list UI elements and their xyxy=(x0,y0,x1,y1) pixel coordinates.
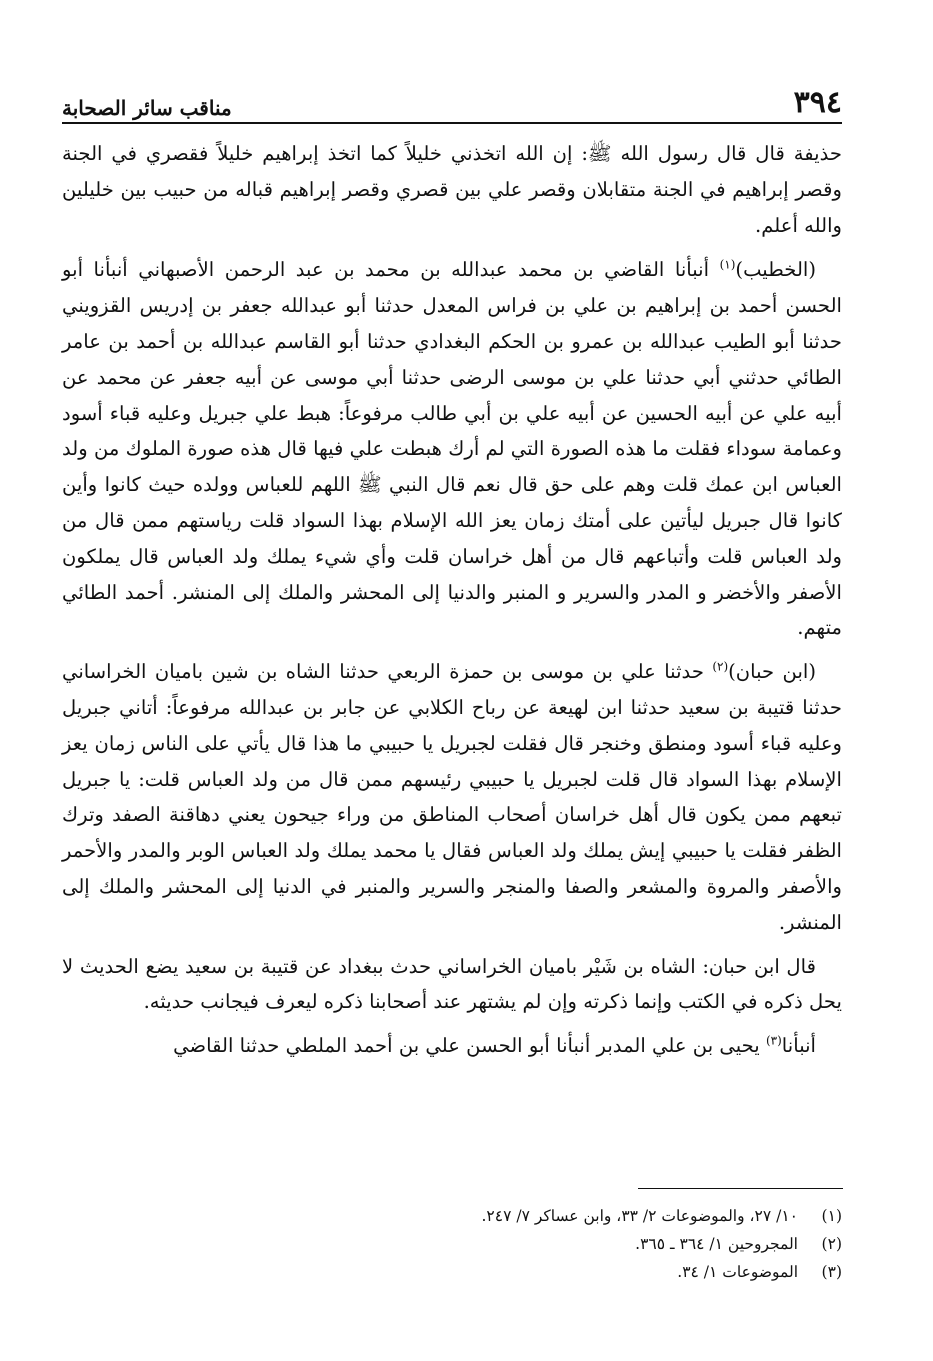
source-lead: (ابن حبان) xyxy=(728,660,816,684)
footnote-ref: (٣) xyxy=(765,1033,782,1048)
paragraph xyxy=(62,949,842,1021)
footnote-text: ١٠/ ٢٧، والموضوعات ٢/ ٣٣، وابن عساكر ٧/ ٢٤٧. xyxy=(481,1207,798,1225)
source-lead: أنبأنا xyxy=(781,1034,816,1058)
paragraph xyxy=(62,654,842,940)
footnote-divider xyxy=(638,1188,843,1189)
paragraph xyxy=(62,1028,842,1064)
footnotes xyxy=(62,1202,842,1286)
paragraph-text: أنبأنا القاضي بن محمد عبدالله بن محمد بن عبد الرحمن الأصبهاني أنبأنا أبو الحسن أحمد بن إبراهيم بن علي بن فراس المعدل حدثنا أبو عبدالله جعفر بن إدريس القزويني حدثنا أبو الطيب عبدالله بن عمرو بن الحكم البغدادي حدثنا أبو القاسم عبدالله بن أحمد بن عامر الطائي حدثني أبي حدثنا علي بن موسى الرضى حدثنا أبي موسى عن أبيه جعفر عن محمد عن أبيه علي عن أبيه الحسين عن أبيه علي بن أبي طالب مرفوعاً: هبط علي جبريل وعليه قباء أسود وعمامة سوداء فقلت ما هذه الصورة التي لم أرك هبطت علي فيها قال هذه صورة الملوك من ولد العباس ابن عمك قلت وهم على حق قال نعم قال النبي ﷺ اللهم للعباس وولده حيث كانوا وأين كانوا قال جبريل ليأتين على أمتك زمان يعز الله الإسلام بهذا السواد قلت رياستهم ممن قال من ولد العباس قلت وأتباعهم قال من أهل خراسان قلت وأي شيء يملك ولد العباس قال يملكون الأصفر والأخضر و المدر والسرير و المنبر والدنيا إلى المحشر والملك إلى المنشر. أحمد الطائي متهم. xyxy=(62,258,843,640)
footnote-number: (٢) xyxy=(821,1235,842,1253)
footnote-ref: (١) xyxy=(719,257,736,272)
body-text xyxy=(62,136,842,1072)
footnote xyxy=(62,1258,842,1286)
source-lead: (الخطيب) xyxy=(735,258,816,282)
footnote-text: الموضوعات ١/ ٣٤. xyxy=(677,1263,798,1281)
paragraph-text: قال ابن حبان: الشاه بن شَيْر باميان الخراساني حدث ببغداد عن قتيبة بن سعيد يضع الحديث لا يحل ذكره في الكتب وإنما ذكرته وإن لم يشتهر عند أصحابنا ذكره ليعرف فيجانب حديثه. xyxy=(62,954,842,1014)
footnote xyxy=(62,1230,842,1258)
footnote-number: (١) xyxy=(821,1207,842,1225)
paragraph-text: يحيى بن علي المدبر أنبأنا أبو الحسن علي بن أحمد الملطي حدثنا القاضي xyxy=(173,1034,766,1058)
paragraph xyxy=(62,252,842,646)
footnote-number: (٣) xyxy=(821,1263,842,1281)
running-title: مناقب سائر الصحابة xyxy=(62,96,232,120)
page-number: ٣٩٤ xyxy=(793,85,842,120)
footnote-ref: (٢) xyxy=(712,659,729,674)
paragraph-text: حذيفة قال قال رسول الله ﷺ: إن الله اتخذني خليلاً كما اتخذ إبراهيم خليلاً فقصري في الجنة وقصر إبراهيم في الجنة متقابلان وقصر علي بين قصري وقصر إبراهيم قباله من حبيب بين خليلين والله أعلم. xyxy=(62,142,842,237)
paragraph xyxy=(62,136,842,243)
paragraph-text: حدثنا علي بن موسى بن حمزة الربعي حدثنا الشاه بن شين باميان الخراساني حدثنا قتيبة بن سعيد حدثنا ابن لهيعة عن رباح الكلابي عن جابر بن عبدالله مرفوعاً: أتاني جبريل وعليه قباء أسود ومنطق وخنجر قال فقلت لجبريل يا حبيبي ما هذا قال يأتي على الناس زمان يعز الإسلام بهذا السواد قال قلت لجبريل يا حبيبي رئيسهم ممن قال من ولد العباس قلت: يا جبريل تبعهم ممن يكون قال أهل خراسان أصحاب المناطق من وراء جيحون يعني دهاقنة الصفد وترك الظفر فقلت يا حبيبي إيش يملك ولد العباس فقال يا محمد يملك ولد العباس الوبر والمدر والأحمر والأصفر والمروة والمشعر والصفا والمنجر والسرير والمنبر في الدنيا إلى المحشر والملك إلى المنشر. xyxy=(62,660,842,934)
page-header xyxy=(62,84,842,124)
footnote-text: المجروحين ١/ ٣٦٤ ـ ٣٦٥. xyxy=(635,1235,798,1253)
footnote xyxy=(62,1202,842,1230)
